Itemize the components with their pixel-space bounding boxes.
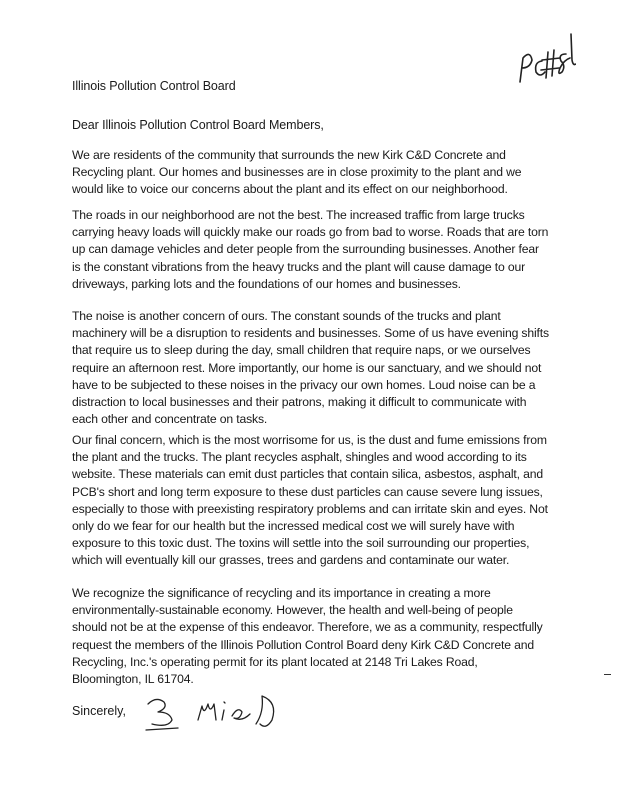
paragraph-intro: We are residents of the community that surrounds the new Kirk C&D Concrete and Recycling plant. Our homes and businesses are in close proximity to the plant and we would like to voice our concerns about the plant and its effect on our neighborhood. [72, 148, 522, 197]
margin-mark [604, 674, 611, 675]
paragraph-noise: The noise is another concern of ours. The constant sounds of the trucks and plant machinery will be a disruption to residents and businesses. Some of us have evening shifts that require us to sleep during the day, small children that require naps, or we ourselves require an afternoon rest. More importantly, our home is our sanctuary, and we should not have to be subjected to these noises in the privacy our own homes. Loud noise can be a distraction to local businesses and their patrons, making it difficult to communicate with each other and concentrate on tasks. [72, 309, 549, 427]
paragraph-roads: The roads in our neighborhood are not the best. The increased traffic from large trucks carrying heavy loads will quickly make our roads go from bad to worse. Roads that are torn up can damage vehicles and deter people from the surrounding businesses. Another fear is the constant vibrations from the heavy trucks and the plant will cause damage to our driveways, parking lots and the foundations of our homes and businesses. [72, 208, 549, 291]
handwritten-signature [142, 690, 302, 736]
recipient-line: Illinois Pollution Control Board [72, 79, 236, 93]
handwritten-mark [514, 28, 576, 86]
salutation: Dear Illinois Pollution Control Board Members, [72, 118, 324, 132]
closing: Sincerely, [72, 704, 126, 718]
paragraph-request: We recognize the significance of recycling and its importance in creating a more environmentally-sustainable economy. However, the health and well-being of people should not be at the expense of this endeavor. Therefore, we as a community, respectfully request the members of the Illinois Pollution Control Board deny Kirk C&D Concrete and Recycling, Inc.'s operating permit for its plant located at 2148 Tri Lakes Road, Bloomington, IL 61704. [72, 586, 543, 687]
paragraph-dust: Our final concern, which is the most worrisome for us, is the dust and fume emissions from the plant and the trucks. The plant recycles asphalt, shingles and wood according to its website. These materials can emit dust particles that contain silica, asbestos, asphalt, and PCB's short and long term exposure to these dust particles can cause severe lung issues, especially to those with preexisting respiratory problems and can irritate skin and eyes. Not only do we fear for our health but the incressed medical cost we will surely have with exposure to this toxic dust. The toxins will settle into the soil surrounding our properties, which will eventually kill our grasses, trees and gardens and contaminate our water. [72, 433, 548, 568]
